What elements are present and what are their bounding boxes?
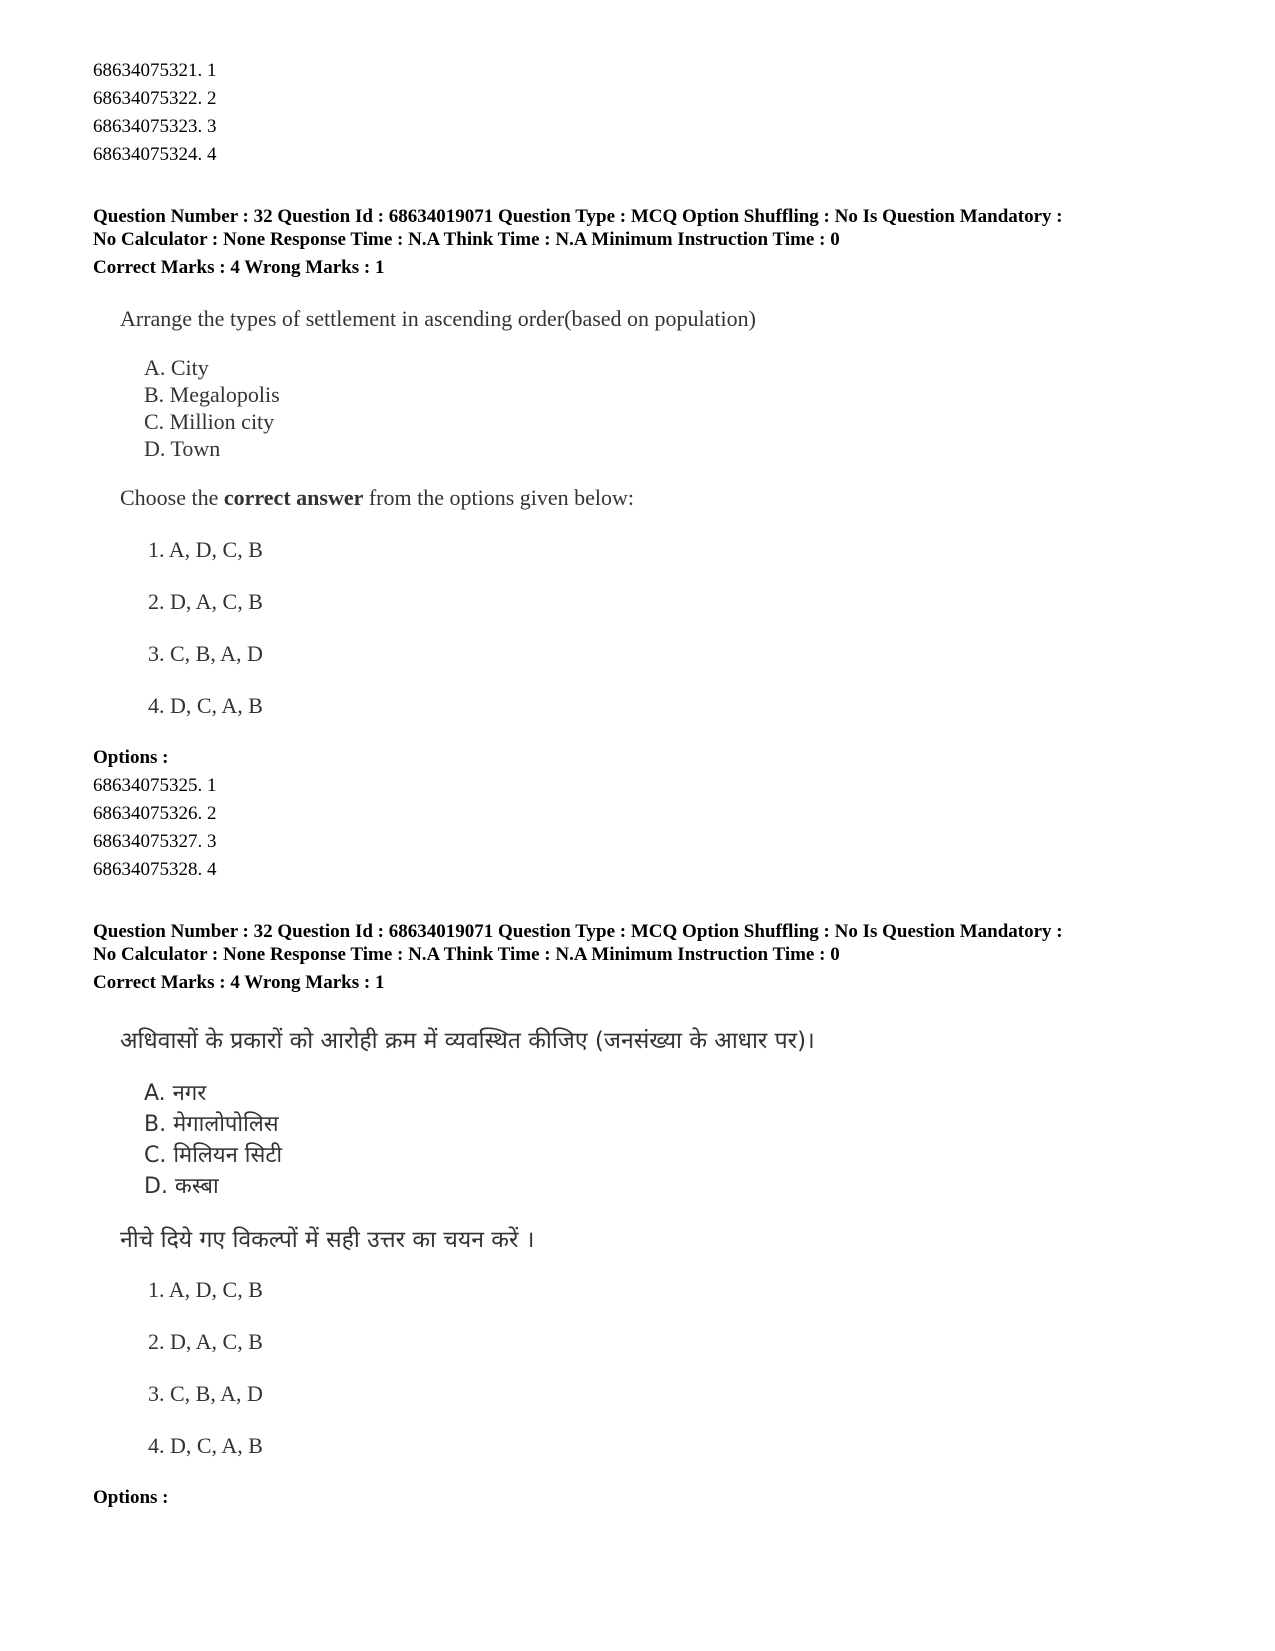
q2-answer-2: 2. D, A, C, B (148, 1329, 263, 1354)
q2-question-text: अधिवासों के प्रकारों को आरोही क्रम में व्यवस्थित कीजिए (जनसंख्या के आधार पर)। (120, 1028, 815, 1054)
prev-option-1: 68634075321. 1 (93, 60, 217, 81)
q1-option-3: 68634075327. 3 (93, 831, 217, 852)
q2-marks: Correct Marks : 4 Wrong Marks : 1 (93, 972, 385, 993)
q1-meta-line-1: Question Number : 32 Question Id : 68634019071 Question Type : MCQ Option Shuffling : No Is Question Mandatory : (93, 206, 1063, 227)
prev-option-2: 68634075322. 2 (93, 88, 217, 109)
q1-answer-2: 2. D, A, C, B (148, 589, 263, 614)
q1-item-d: D. Town (144, 436, 221, 461)
q1-marks: Correct Marks : 4 Wrong Marks : 1 (93, 257, 385, 278)
q2-item-b: B. मेगालोपोलिस (144, 1112, 279, 1137)
q1-option-2: 68634075326. 2 (93, 803, 217, 824)
q1-question-text: Arrange the types of settlement in ascending order(based on population) (120, 306, 756, 331)
q1-answer-4: 4. D, C, A, B (148, 693, 263, 718)
q1-item-c: C. Million city (144, 409, 275, 434)
q2-item-a: A. नगर (144, 1081, 207, 1106)
q1-choose-post: from the options given below: (363, 485, 635, 510)
q2-choose-instruction: नीचे दिये गए विकल्पों में सही उत्तर का चयन करें । (120, 1227, 535, 1253)
prev-option-4: 68634075324. 4 (93, 144, 217, 165)
q1-options-label: Options : (93, 747, 169, 768)
q2-options-label: Options : (93, 1487, 169, 1508)
q2-answer-1: 1. A, D, C, B (148, 1277, 263, 1302)
q1-choose-bold: correct answer (223, 485, 364, 510)
q1-meta-line-2: No Calculator : None Response Time : N.A Think Time : N.A Minimum Instruction Time : 0 (93, 229, 840, 250)
q2-answer-4: 4. D, C, A, B (148, 1433, 263, 1458)
q2-item-d: D. कस्बा (144, 1174, 219, 1199)
prev-option-3: 68634075323. 3 (93, 116, 217, 137)
q1-choose-pre: Choose the (120, 485, 224, 510)
q2-item-c: C. मिलियन सिटी (144, 1143, 283, 1168)
q1-item-b: B. Megalopolis (144, 382, 280, 407)
q2-answer-3: 3. C, B, A, D (148, 1381, 263, 1406)
q1-option-4: 68634075328. 4 (93, 859, 217, 880)
q1-option-1: 68634075325. 1 (93, 775, 217, 796)
q1-answer-3: 3. C, B, A, D (148, 641, 263, 666)
q1-item-a: A. City (144, 355, 209, 380)
q1-choose-instruction (120, 485, 634, 511)
q1-answer-1: 1. A, D, C, B (148, 537, 263, 562)
q2-meta-line-1: Question Number : 32 Question Id : 68634019071 Question Type : MCQ Option Shuffling : No Is Question Mandatory : (93, 921, 1063, 942)
q2-meta-line-2: No Calculator : None Response Time : N.A Think Time : N.A Minimum Instruction Time : 0 (93, 944, 840, 965)
